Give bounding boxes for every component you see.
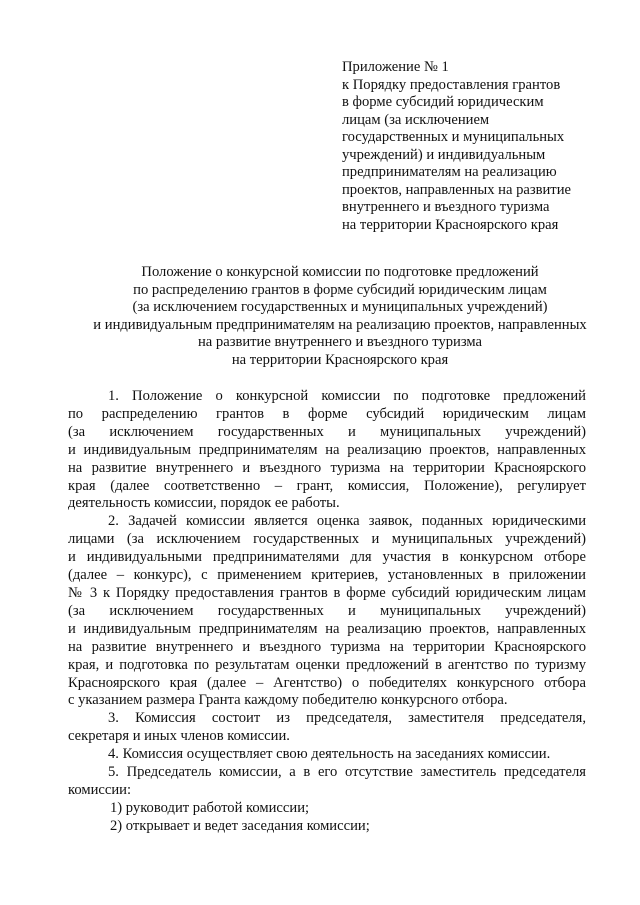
appendix-line: в форме субсидий юридическим [342,94,544,110]
paragraph-5-line: 5. Председатель комиссии, а в его отсутствие заместитель председателя [108,764,586,781]
title-line: на развитие внутреннего и въездного туризма [197,334,483,351]
paragraph-2-line: на развитие внутреннего и въездного туризма на территории Красноярского [68,638,586,655]
appendix-line: государственных и муниципальных [342,129,565,145]
appendix-line: внутреннего и въездного туризма [342,199,550,215]
paragraph-2-line: № 3 к Порядку предоставления грантов в форме субсидий юридическим лицам [68,584,586,601]
appendix-line: на территории Красноярского края [342,216,559,233]
paragraph-1-line: и индивидуальным предпринимателям на реализацию проектов, направленных [68,441,586,458]
appendix-line: проектов, направленных на развитие [342,181,571,198]
appendix-line: лицам (за исключением [342,111,490,128]
paragraph-2-line: с указанием размера Гранта каждому победителю конкурсного отбора. [68,692,508,709]
list-item-2: 2) открывает и ведет заседания комиссии; [110,817,370,834]
paragraph-2-line: 2. Задачей комиссии является оценка заявок, поданных юридическими [108,513,586,530]
paragraph-2-line: (за исключением государственных и муниципальных учреждений) [68,602,586,619]
paragraph-2-line: и индивидуальными предпринимателями для участия в конкурсном отборе [68,549,586,566]
document-title [40,264,640,370]
appendix-line: учреждений) и индивидуальным [342,146,546,163]
paragraph-3-line: секретаря и иных членов комиссии. [68,728,290,745]
title-line: (за исключением государственных и муниципальных учреждений) [132,299,548,316]
title-line: по распределению грантов в форме субсидий юридическим лицам [133,281,547,298]
paragraph-1-line: на развитие внутреннего и въездного туризма на территории Красноярского [68,459,586,476]
paragraph-4-line: 4. Комиссия осуществляет свою деятельность на заседаниях комиссии. [108,746,551,763]
appendix-header [342,59,632,234]
paragraph-2-line: (далее – конкурс), с применением критериев, установленных в приложении [68,567,586,584]
appendix-line: предпринимателям на реализацию [342,164,557,180]
paragraph-1-line: 1. Положение о конкурсной комиссии по подготовке предложений [108,388,586,404]
paragraph-2-line: лицами (за исключением государственных и муниципальных учреждений) [68,531,586,548]
appendix-number: Приложение № 1 [342,59,449,75]
paragraph-1-line: края (далее соответственно – грант, комиссия, Положение), регулирует [68,477,586,494]
paragraph-1-line: (за исключением государственных и муниципальных учреждений) [68,423,586,440]
paragraph-2-line: и индивидуальным предпринимателям на реализацию проектов, направленных [68,620,586,637]
paragraph-1-line: деятельность комиссии, порядок ее работы. [68,495,340,512]
title-line: Положение о конкурсной комиссии по подготовке предложений [141,264,539,280]
title-line: на территории Красноярского края [231,351,449,368]
paragraph-3-line: 3. Комиссия состоит из председателя, заместителя председателя, [108,710,586,727]
title-line: и индивидуальным предпринимателям на реализацию проектов, направленных [93,316,587,333]
list-item-1: 1) руководит работой комиссии; [110,799,310,816]
paragraph-2-line: Красноярского края (далее – Агентство) о победителях конкурсного отбора [68,674,586,691]
paragraph-2-line: края, и подготовка по результатам оценки предложений в агентство по туризму [68,656,586,673]
appendix-line: к Порядку предоставления грантов [342,76,561,93]
paragraph-5-line: комиссии: [68,781,132,798]
paragraph-1-line: по распределению грантов в форме субсидий юридическим лицам [68,405,586,422]
document-body [68,388,586,836]
